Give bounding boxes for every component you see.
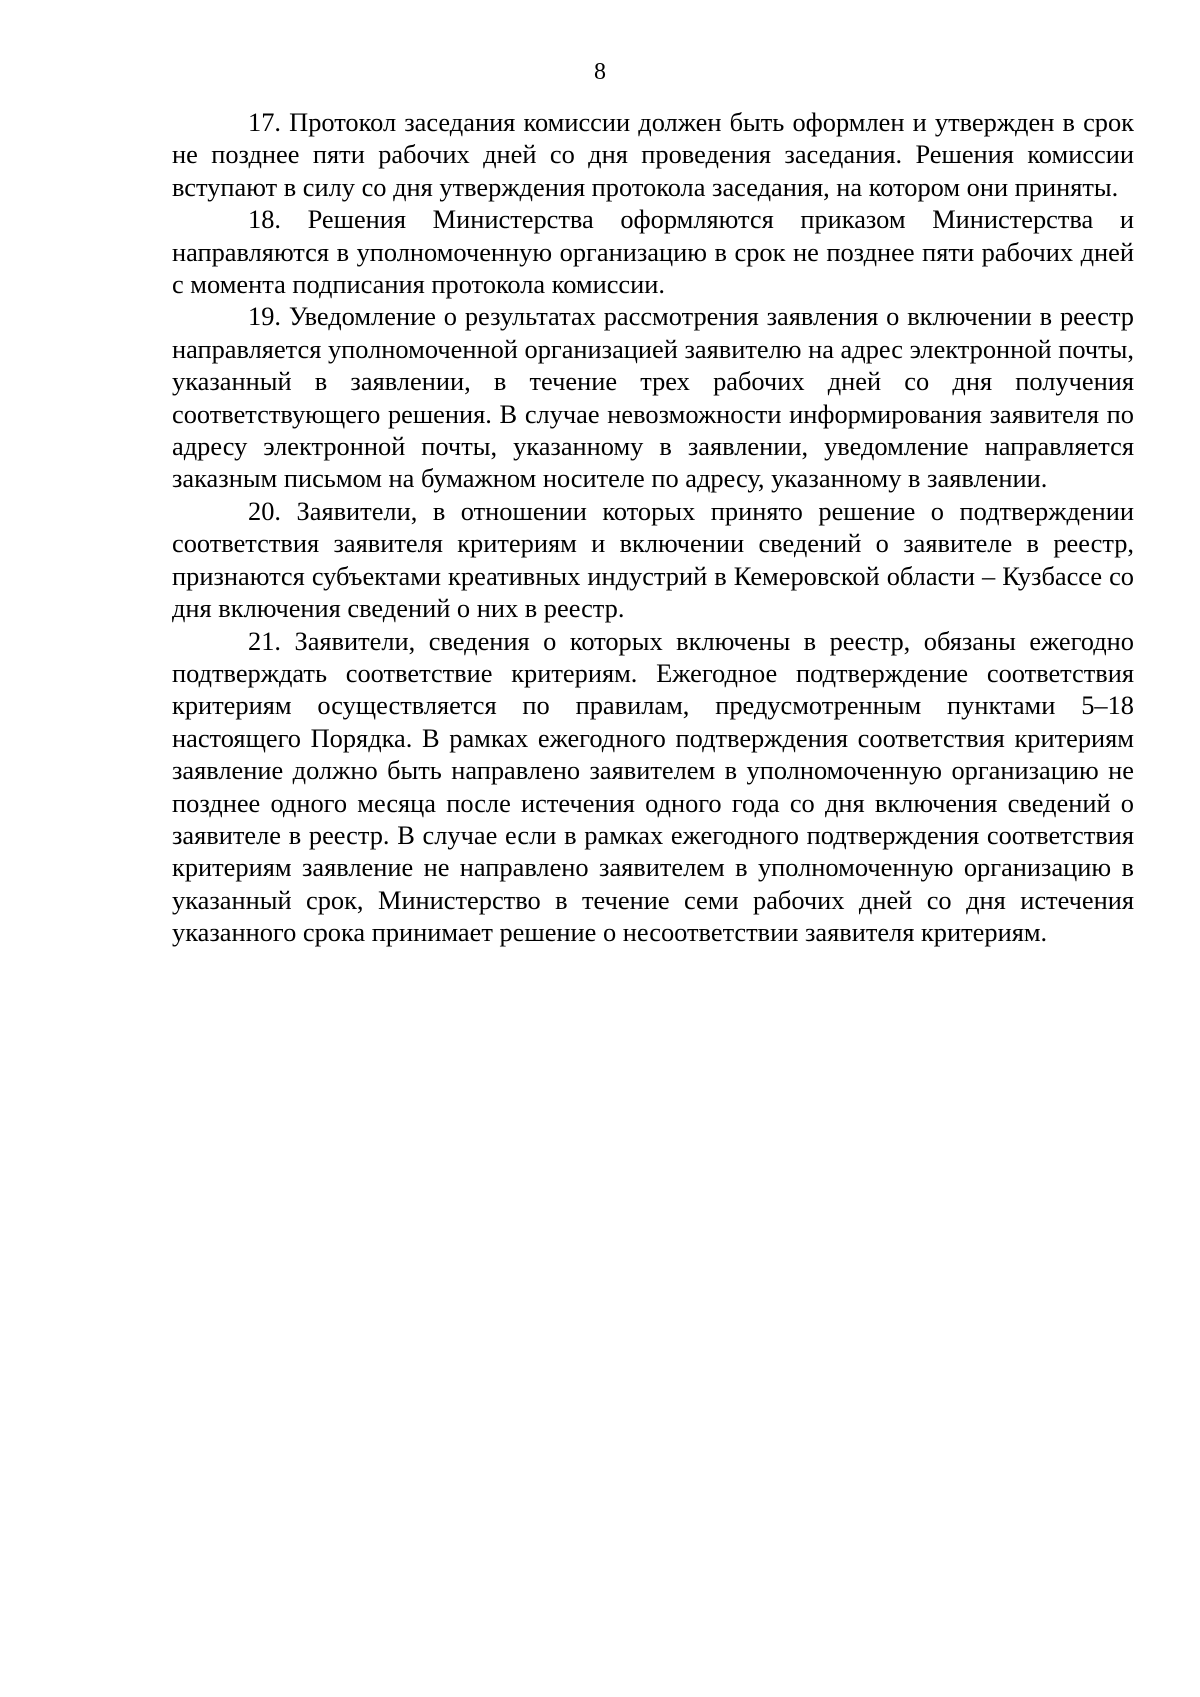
- paragraph-20: 20. Заявители, в отношении которых принято решение о подтверждении соответствия заявителя критериям и включении сведений о заявителе в реестр, признаются субъектами креативных индустрий в Кемеровской области – Кузбассе со дня включения сведений о них в реестр.: [172, 495, 1134, 624]
- paragraph-18: 18. Решения Министерства оформляются приказом Министерства и направляются в уполномоченную организацию в срок не позднее пяти рабочих дней с момента подписания протокола комиссии.: [172, 204, 1134, 300]
- page-number: 8: [594, 59, 606, 85]
- paragraph-21: 21. Заявители, сведения о которых включены в реестр, обязаны ежегодно подтверждать соответствие критериям. Ежегодное подтверждение соответствия критериям осуществляется по правилам, предусмотренным пунктами 5–18 настоящего Порядка. В рамках ежегодного подтверждения соответствия критериям заявление должно быть направлено заявителем в уполномоченную организацию не позднее одного месяца после истечения одного года со дня включения сведений о заявителе в реестр. В случае если в рамках ежегодного подтверждения соответствия критериям заявление не направлено заявителем в уполномоченную организацию в указанный срок, Министерство в течение семи рабочих дней со дня истечения указанного срока принимает решение о несоответствии заявителя критериям.: [172, 625, 1134, 948]
- paragraph-17: 17. Протокол заседания комиссии должен быть оформлен и утвержден в срок не позднее пяти рабочих дней со дня проведения заседания. Решения комиссии вступают в силу со дня утверждения протокола заседания, на котором они приняты.: [172, 107, 1134, 202]
- paragraph-19: 19. Уведомление о результатах рассмотрения заявления о включении в реестр направляется уполномоченной организацией заявителю на адрес электронной почты, указанный в заявлении, в течение трех рабочих дней со дня получения соответствующего решения. В случае невозможности информирования заявителя по адресу электронной почты, указанному в заявлении, уведомление направляется заказным письмом на бумажном носителе по адресу, указанному в заявлении.: [172, 301, 1134, 494]
- document-body: [172, 106, 1134, 949]
